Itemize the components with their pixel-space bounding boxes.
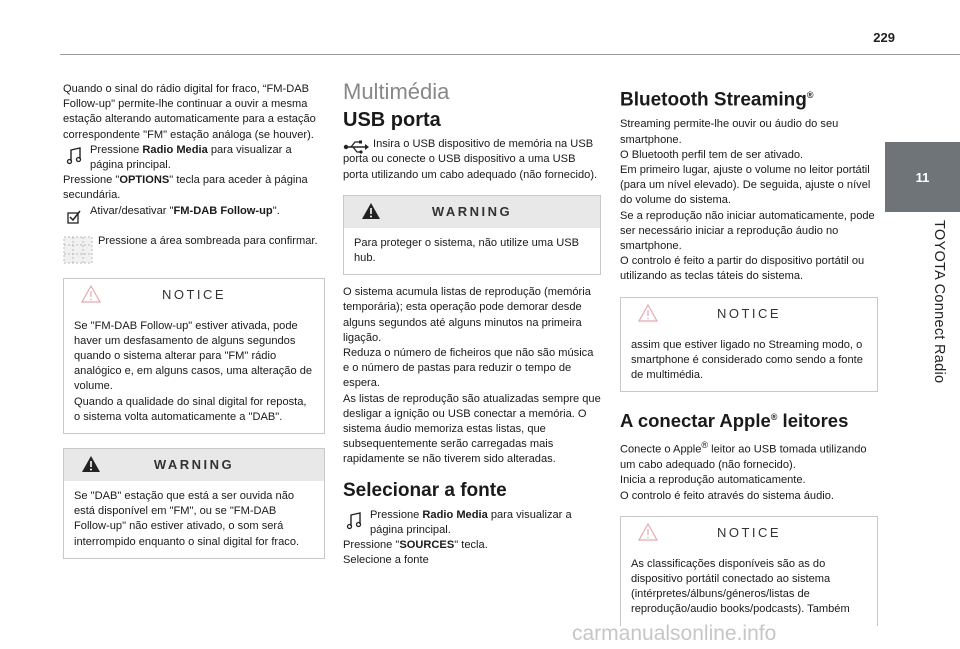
checkbox-icon: [63, 206, 85, 228]
notice-triangle-icon: [80, 284, 102, 307]
notice-title: NOTICE: [716, 525, 782, 541]
notice-box-1: [63, 278, 325, 434]
notice-body: Se "FM-DAB Follow-up" estiver ativada, pode haver um desfasamento de alguns segundos quando o sistema alterar para "FM" rádio analógico e, em alguns casos, uma alteração de volume. Quando a qualidade do sinal digital for reposta, o sistema volta automaticamente a "DAB".: [74, 319, 313, 423]
top-rule: [60, 54, 960, 55]
usb-heading: USB porta: [343, 109, 441, 132]
bluetooth-text: Streaming permite-lhe ouvir ou áudio do seu smartphone. O Bluetooth perfil tem de ser ativado. Em primeiro lugar, ajuste o volume no leitor portátil (para um nível elevado). De seguida, ajuste o nível do volume do sistema. Se a reprodução não iniciar automaticamente, pode ser necessário iniciar a reprodução áudio no smartphone. O controlo é feito a partir do dispositivo portátil ou utilizando as teclas táteis do sistema.: [620, 118, 875, 283]
notice-box-3: [620, 516, 878, 626]
chapter-tab[interactable]: 11: [885, 142, 960, 212]
usb-icon: [343, 139, 369, 160]
notice-triangle-icon: [637, 522, 659, 545]
notice-body: As classificações disponíveis são as do dispositivo portátil conectado ao sistema (intérpretes/álbuns/géneros/listas de reprodução/audio books/podcasts). Também: [631, 557, 850, 616]
step-radio-media: Pressione Radio Media para visualizar a página principal.: [63, 143, 325, 173]
bluetooth-heading: Bluetooth Streaming®: [620, 89, 814, 111]
step-confirm: Pressione a área sombreada para confirmar.: [63, 234, 325, 264]
warning-triangle-icon: [360, 201, 382, 224]
source-heading: Selecionar a fonte: [343, 479, 507, 501]
warning-title: WARNING: [153, 457, 235, 473]
warning-body: Se "DAB" estação que está a ser ouvida não está disponível em "FM", ou se "FM-DAB Follow-up" não estiver ativado, o som será interrompido enquanto o sinal digital for fraco.: [74, 490, 300, 548]
music-note-icon: [63, 145, 85, 167]
column-3: [620, 82, 878, 634]
intro-text: Quando o sinal do rádio digital for fraco, “FM-DAB Follow-up" permite-lhe continuar a ouvir a mesma estação alterando automaticamente para a estação correspondente "FM" estação análoga (se houver).: [63, 83, 316, 141]
notice-triangle-icon: [637, 303, 659, 326]
step-options: Pressione "OPTIONS" tecla para aceder à página secundária.: [63, 174, 308, 202]
notice-title: NOTICE: [716, 305, 782, 321]
music-note-icon: [343, 510, 365, 532]
multimedia-heading: Multimédia: [343, 79, 450, 104]
notice-body: assim que estiver ligado no Streaming modo, o smartphone é considerado como sendo a fonte de multimédia.: [631, 338, 863, 381]
apple-heading: A conectar Apple® leitores: [620, 410, 849, 432]
warning-box-1: [63, 448, 325, 559]
warning-body: Para proteger o sistema, não utilize uma USB hub.: [354, 236, 580, 265]
watermark: carmanualsonline.info: [572, 622, 777, 645]
shaded-area-icon: [63, 236, 93, 264]
usb-section: [343, 137, 601, 183]
playlist-text: O sistema acumula listas de reprodução (memória temporária); esta operação pode demorar desde alguns segundos até alguns minutos na primeira ligação. Reduza o número de ficheiros que não são música e o número de pastas para reduzir o tempo de espera. As listas de reprodução são atualizadas sempre que desligar a ignição ou USB conectar a memória. O sistema áudio memoriza estas listas, que subsequentemente serão carregadas mais rapidamente se não tiverem sido alteradas.: [343, 286, 601, 466]
notice-box-2: [620, 297, 878, 393]
source-step-2: Pressione "SOURCES" tecla.: [343, 539, 488, 552]
usb-text: Insira o USB dispositivo de memória na USB porta ou conecte o USB dispositivo a uma USB porta utilizando um cabo adequado (não fornecido).: [343, 138, 598, 181]
apple-text: Conecte o Apple® leitor ao USB tomada utilizando um cabo adequado (não fornecido). Inicia a reprodução automaticamente. O controlo é feito através do sistema áudio.: [620, 440, 867, 502]
source-step-3: Selecione a fonte: [343, 554, 429, 567]
notice-title: NOTICE: [161, 287, 227, 303]
warning-triangle-icon: [80, 454, 102, 477]
chapter-title: TOYOTA Connect Radio: [931, 220, 947, 384]
warning-title: WARNING: [431, 204, 513, 220]
column-1: [63, 82, 325, 567]
source-step: Pressione Radio Media para visualizar a página principal.: [343, 508, 601, 538]
page-number: 229: [873, 30, 895, 45]
warning-box-2: [343, 195, 601, 275]
step-toggle: Ativar/desativar "FM-DAB Follow-up".: [63, 204, 325, 228]
column-2: [343, 79, 601, 568]
